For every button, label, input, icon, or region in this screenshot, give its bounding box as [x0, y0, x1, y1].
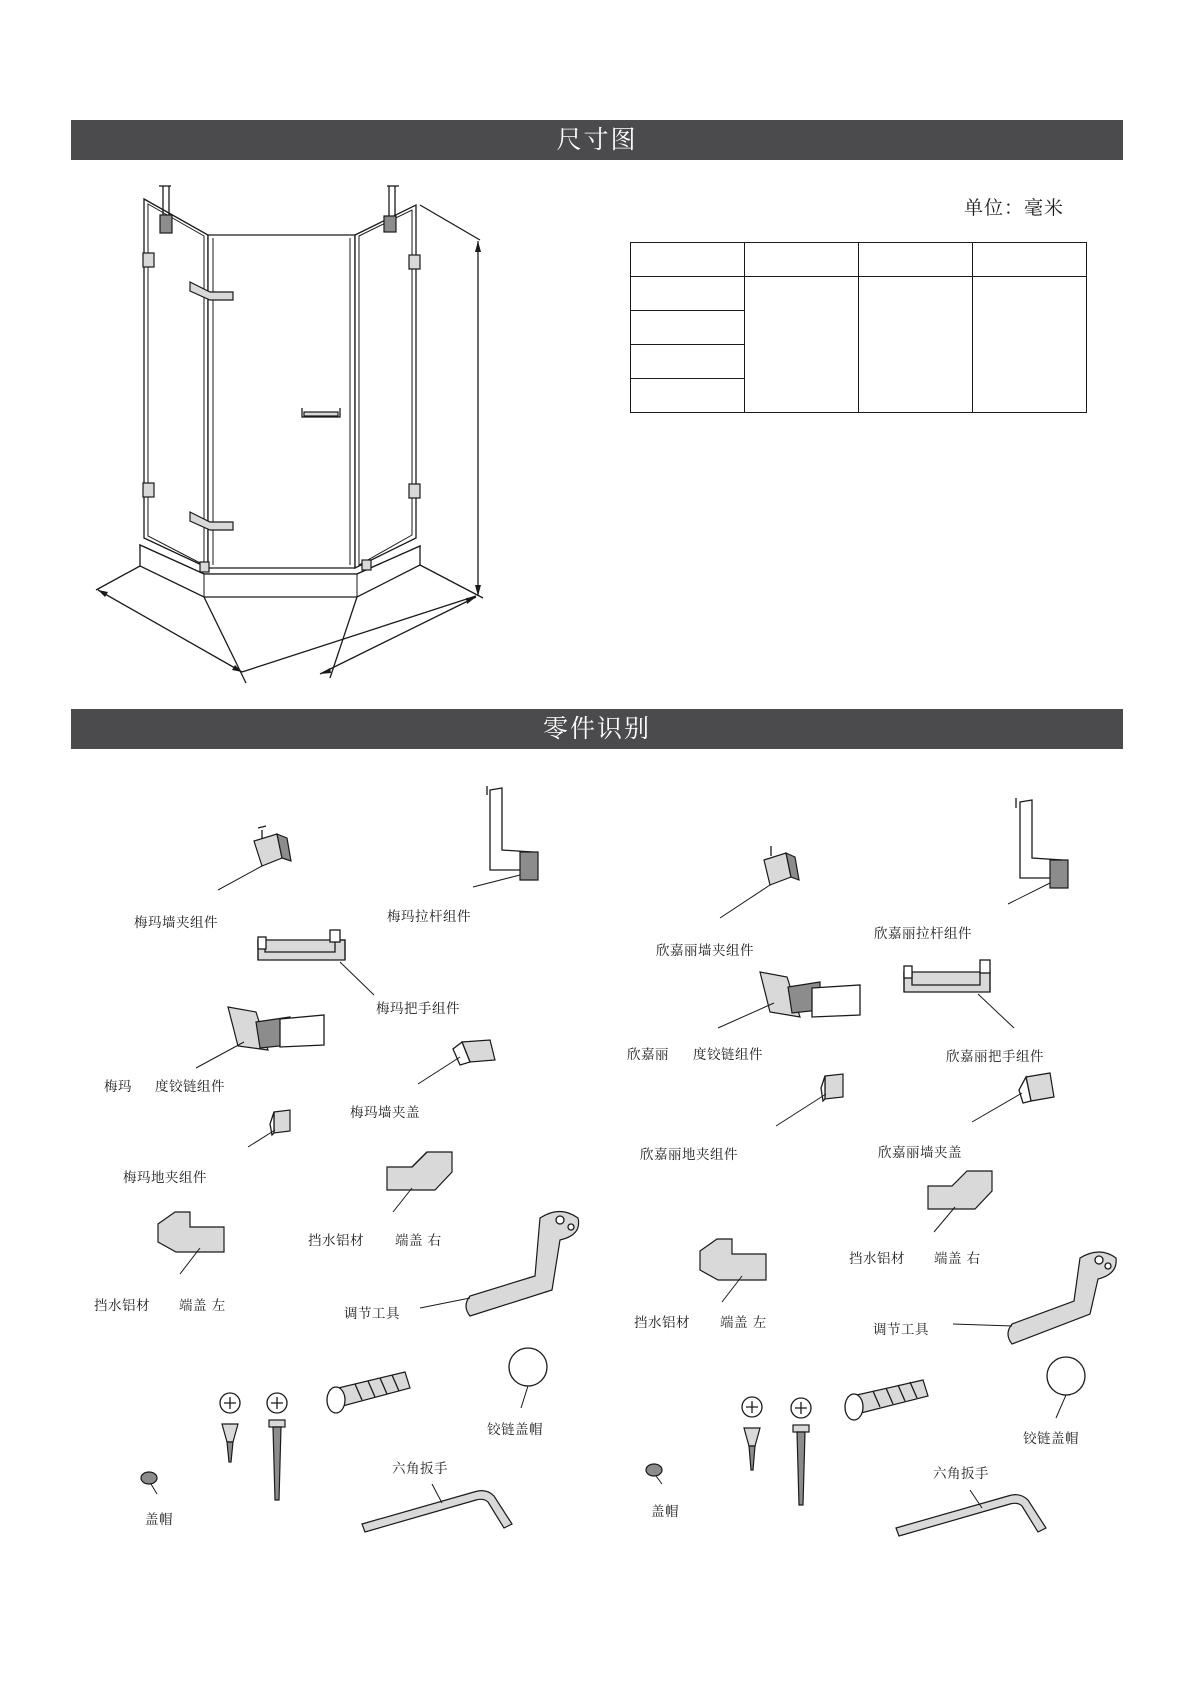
unit-label: 单位：毫米	[964, 197, 1065, 219]
wall-clip-part-left	[218, 826, 291, 890]
label-end-cap-right-left-a: 挡水铝材	[308, 1233, 364, 1249]
label-wall-clip-right: 欣嘉丽墙夹组件	[656, 943, 754, 959]
label-handle-left: 梅玛把手组件	[376, 1001, 460, 1017]
label-end-cap-left-left-a: 挡水铝材	[94, 1298, 150, 1314]
label-cap-left: 盖帽	[145, 1512, 173, 1528]
adjust-tool-part-left	[420, 1212, 579, 1317]
label-handle-right: 欣嘉丽把手组件	[946, 1049, 1044, 1065]
hinge-cap-part-right	[1047, 1357, 1085, 1418]
pull-rod-part-left	[473, 786, 538, 887]
end-cap-right-part-right	[928, 1171, 992, 1232]
label-hinge-left-a: 梅玛	[104, 1079, 132, 1095]
screws-part-left	[220, 1393, 287, 1500]
label-hinge-cap-left: 铰链盖帽	[487, 1422, 543, 1438]
anchor-part-left	[327, 1372, 410, 1413]
label-wall-clip-cover-right: 欣嘉丽墙夹盖	[878, 1145, 962, 1161]
shower-enclosure-illustration	[96, 186, 483, 683]
label-adjust-tool-left: 调节工具	[344, 1306, 400, 1322]
anchor-part-right	[845, 1380, 928, 1420]
label-adjust-tool-right: 调节工具	[873, 1322, 929, 1338]
label-hinge-left-b: 度铰链组件	[155, 1079, 225, 1095]
label-floor-clip-left: 梅玛地夹组件	[123, 1170, 207, 1186]
handle-part-right	[904, 960, 1014, 1028]
wall-clip-cover-part-right	[972, 1073, 1054, 1122]
end-cap-left-part-left	[158, 1212, 224, 1274]
wall-clip-part-right	[720, 846, 799, 918]
end-cap-right-part-left	[387, 1152, 452, 1212]
label-hinge-right-a: 欣嘉丽	[627, 1047, 669, 1063]
label-end-cap-right-left-b: 端盖 右	[395, 1233, 442, 1249]
label-end-cap-left-left-b: 端盖 左	[179, 1298, 226, 1314]
screws-part-right	[742, 1397, 811, 1505]
label-floor-clip-right: 欣嘉丽地夹组件	[640, 1147, 738, 1163]
label-hinge-cap-right: 铰链盖帽	[1023, 1431, 1079, 1447]
label-hex-wrench-right: 六角扳手	[933, 1466, 989, 1482]
label-end-cap-right-right-a: 挡水铝材	[849, 1251, 905, 1267]
end-cap-left-part-right	[700, 1239, 766, 1302]
cap-part-left	[141, 1472, 157, 1494]
label-pull-rod-left: 梅玛拉杆组件	[387, 909, 471, 925]
label-wall-clip-left: 梅玛墙夹组件	[134, 915, 218, 931]
wall-clip-cover-part-left	[418, 1040, 495, 1084]
label-end-cap-right-right-b: 端盖 右	[934, 1251, 981, 1267]
floor-clip-part-left	[248, 1110, 290, 1147]
hex-wrench-part-left	[362, 1484, 512, 1532]
label-pull-rod-right: 欣嘉丽拉杆组件	[874, 926, 972, 942]
label-hinge-right-b: 度铰链组件	[693, 1047, 763, 1063]
handle-part-left	[258, 930, 374, 995]
hinge-cap-part-left	[509, 1348, 547, 1408]
label-wall-clip-cover-left: 梅玛墙夹盖	[350, 1105, 420, 1121]
hinge-part-right	[718, 972, 860, 1028]
hex-wrench-part-right	[896, 1490, 1046, 1536]
dimension-section-title: 尺寸图	[71, 120, 1123, 160]
label-hex-wrench-left: 六角扳手	[392, 1461, 448, 1477]
parts-section-title: 零件识别	[71, 709, 1123, 749]
label-cap-right: 盖帽	[651, 1504, 679, 1520]
label-end-cap-left-right-a: 挡水铝材	[634, 1315, 690, 1331]
pull-rod-part-right	[1008, 798, 1068, 904]
hinge-part-left	[196, 1007, 324, 1068]
floor-clip-part-right	[776, 1074, 843, 1126]
cap-part-right	[646, 1464, 662, 1484]
label-end-cap-left-right-b: 端盖 左	[720, 1315, 767, 1331]
